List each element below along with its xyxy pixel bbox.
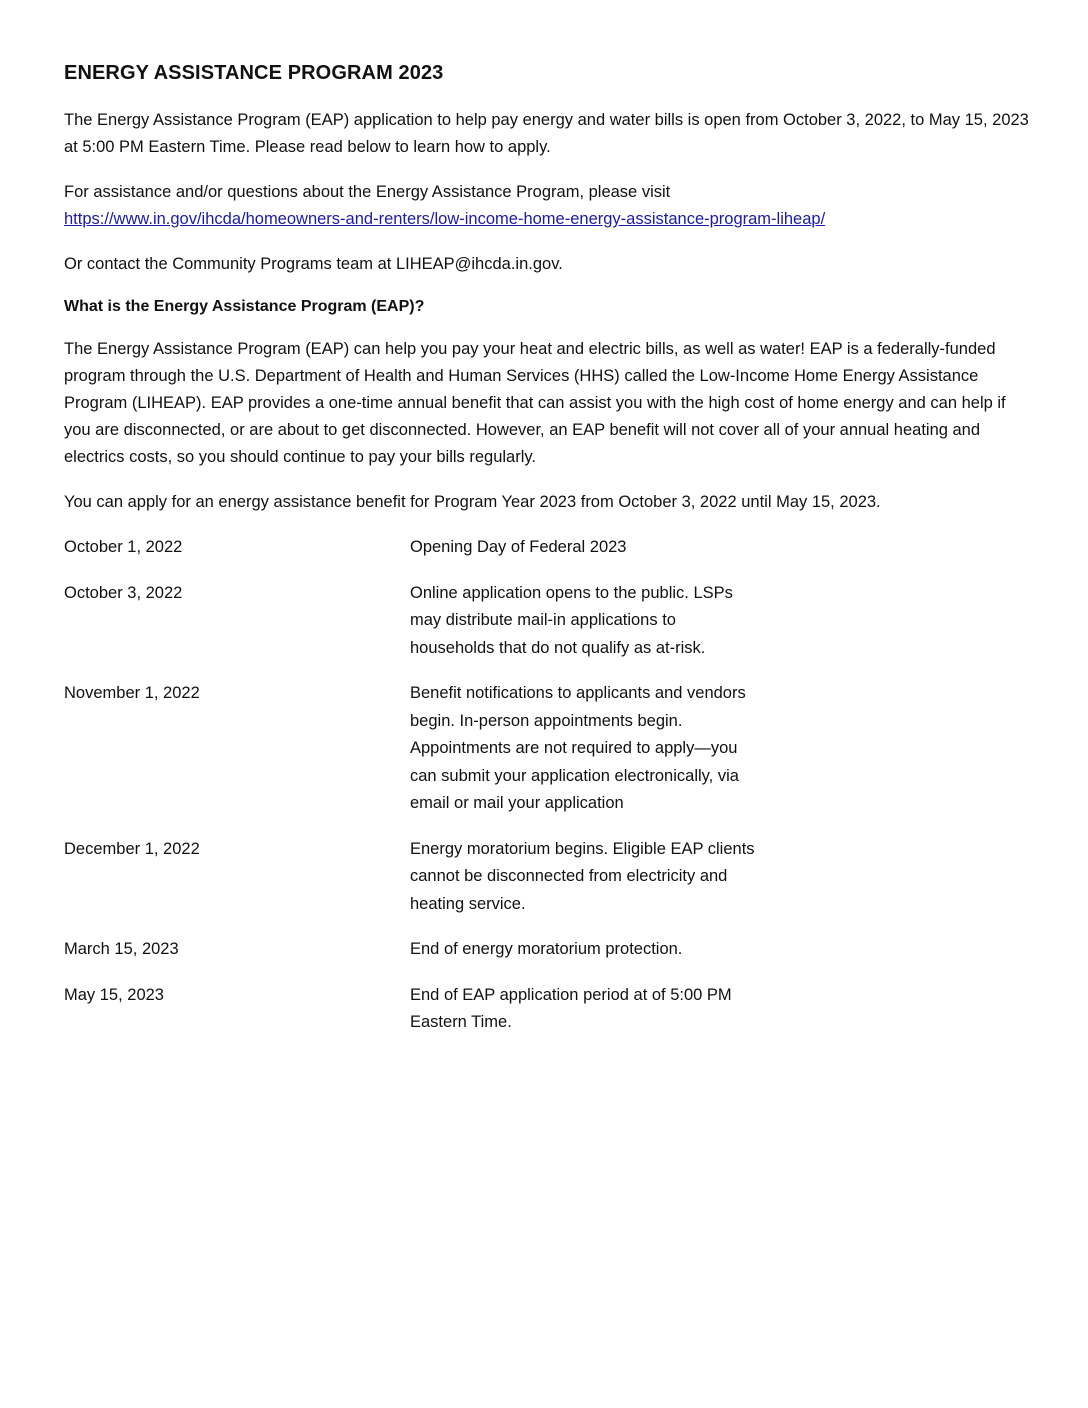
timeline-description: Opening Day of Federal 2023 <box>410 538 627 556</box>
page-title: ENERGY ASSISTANCE PROGRAM 2023 <box>64 62 444 84</box>
timeline-row <box>64 580 1034 663</box>
timeline-description: End of EAP application period at of 5:00 PM Eastern Time. <box>410 985 732 1031</box>
timeline-date: December 1, 2022 <box>64 839 200 858</box>
contact-paragraph: Or contact the Community Programs team at LIHEAP@ihcda.in.gov. <box>64 255 563 273</box>
timeline-row <box>64 680 1034 818</box>
timeline-row <box>64 936 1034 964</box>
timeline-row <box>64 836 1034 919</box>
timeline-description: End of energy moratorium protection. <box>410 940 683 958</box>
timeline-row <box>64 534 1034 562</box>
timeline-table <box>64 534 1034 1037</box>
timeline-date: October 3, 2022 <box>64 583 183 602</box>
what-is-eap-body: The Energy Assistance Program (EAP) can help you pay your heat and electric bills, as well as water! EAP is a federally-funded program through the U.S. Department of Health and Human Services (HHS) called the Low-Income Home Energy Assistance Program (LIHEAP). EAP provides a one-time annual benefit that can assist you with the high cost of home energy and can help if you are disconnected, or are about to get disconnected. However, an EAP benefit will not cover all of your annual heating and electrics costs, so you should continue to pay your bills regularly. <box>64 340 1006 466</box>
apply-paragraph: You can apply for an energy assistance benefit for Program Year 2023 from October 3, 2022 until May 15, 2023. <box>64 493 881 511</box>
liheap-link[interactable]: https://www.in.gov/ihcda/homeowners-and-renters/low-income-home-energy-assistance-program-liheap/ <box>64 210 826 228</box>
timeline-date: March 15, 2023 <box>64 940 179 958</box>
timeline-date: October 1, 2022 <box>64 538 183 556</box>
assistance-text: For assistance and/or questions about the Energy Assistance Program, please visit <box>64 183 671 201</box>
document-page <box>64 62 1034 1055</box>
timeline-date: November 1, 2022 <box>64 684 200 702</box>
what-is-eap-heading: What is the Energy Assistance Program (EAP)? <box>64 298 425 315</box>
timeline-description: Energy moratorium begins. Eligible EAP clients cannot be disconnected from electricity and heating service. <box>410 839 755 913</box>
timeline-description: Online application opens to the public. LSPs may distribute mail-in applications to households that do not qualify as at-risk. <box>410 583 733 657</box>
timeline-description: Benefit notifications to applicants and vendors begin. In-person appointments begin. Appointments are not required to apply—you can submit your application electronically, via email or mail your application <box>410 684 746 812</box>
timeline-date: May 15, 2023 <box>64 985 164 1004</box>
assistance-paragraph <box>64 179 1034 233</box>
intro-paragraph: The Energy Assistance Program (EAP) application to help pay energy and water bills is open from October 3, 2022, to May 15, 2023 at 5:00 PM Eastern Time. Please read below to learn how to apply. <box>64 111 1029 156</box>
timeline-row <box>64 982 1034 1037</box>
